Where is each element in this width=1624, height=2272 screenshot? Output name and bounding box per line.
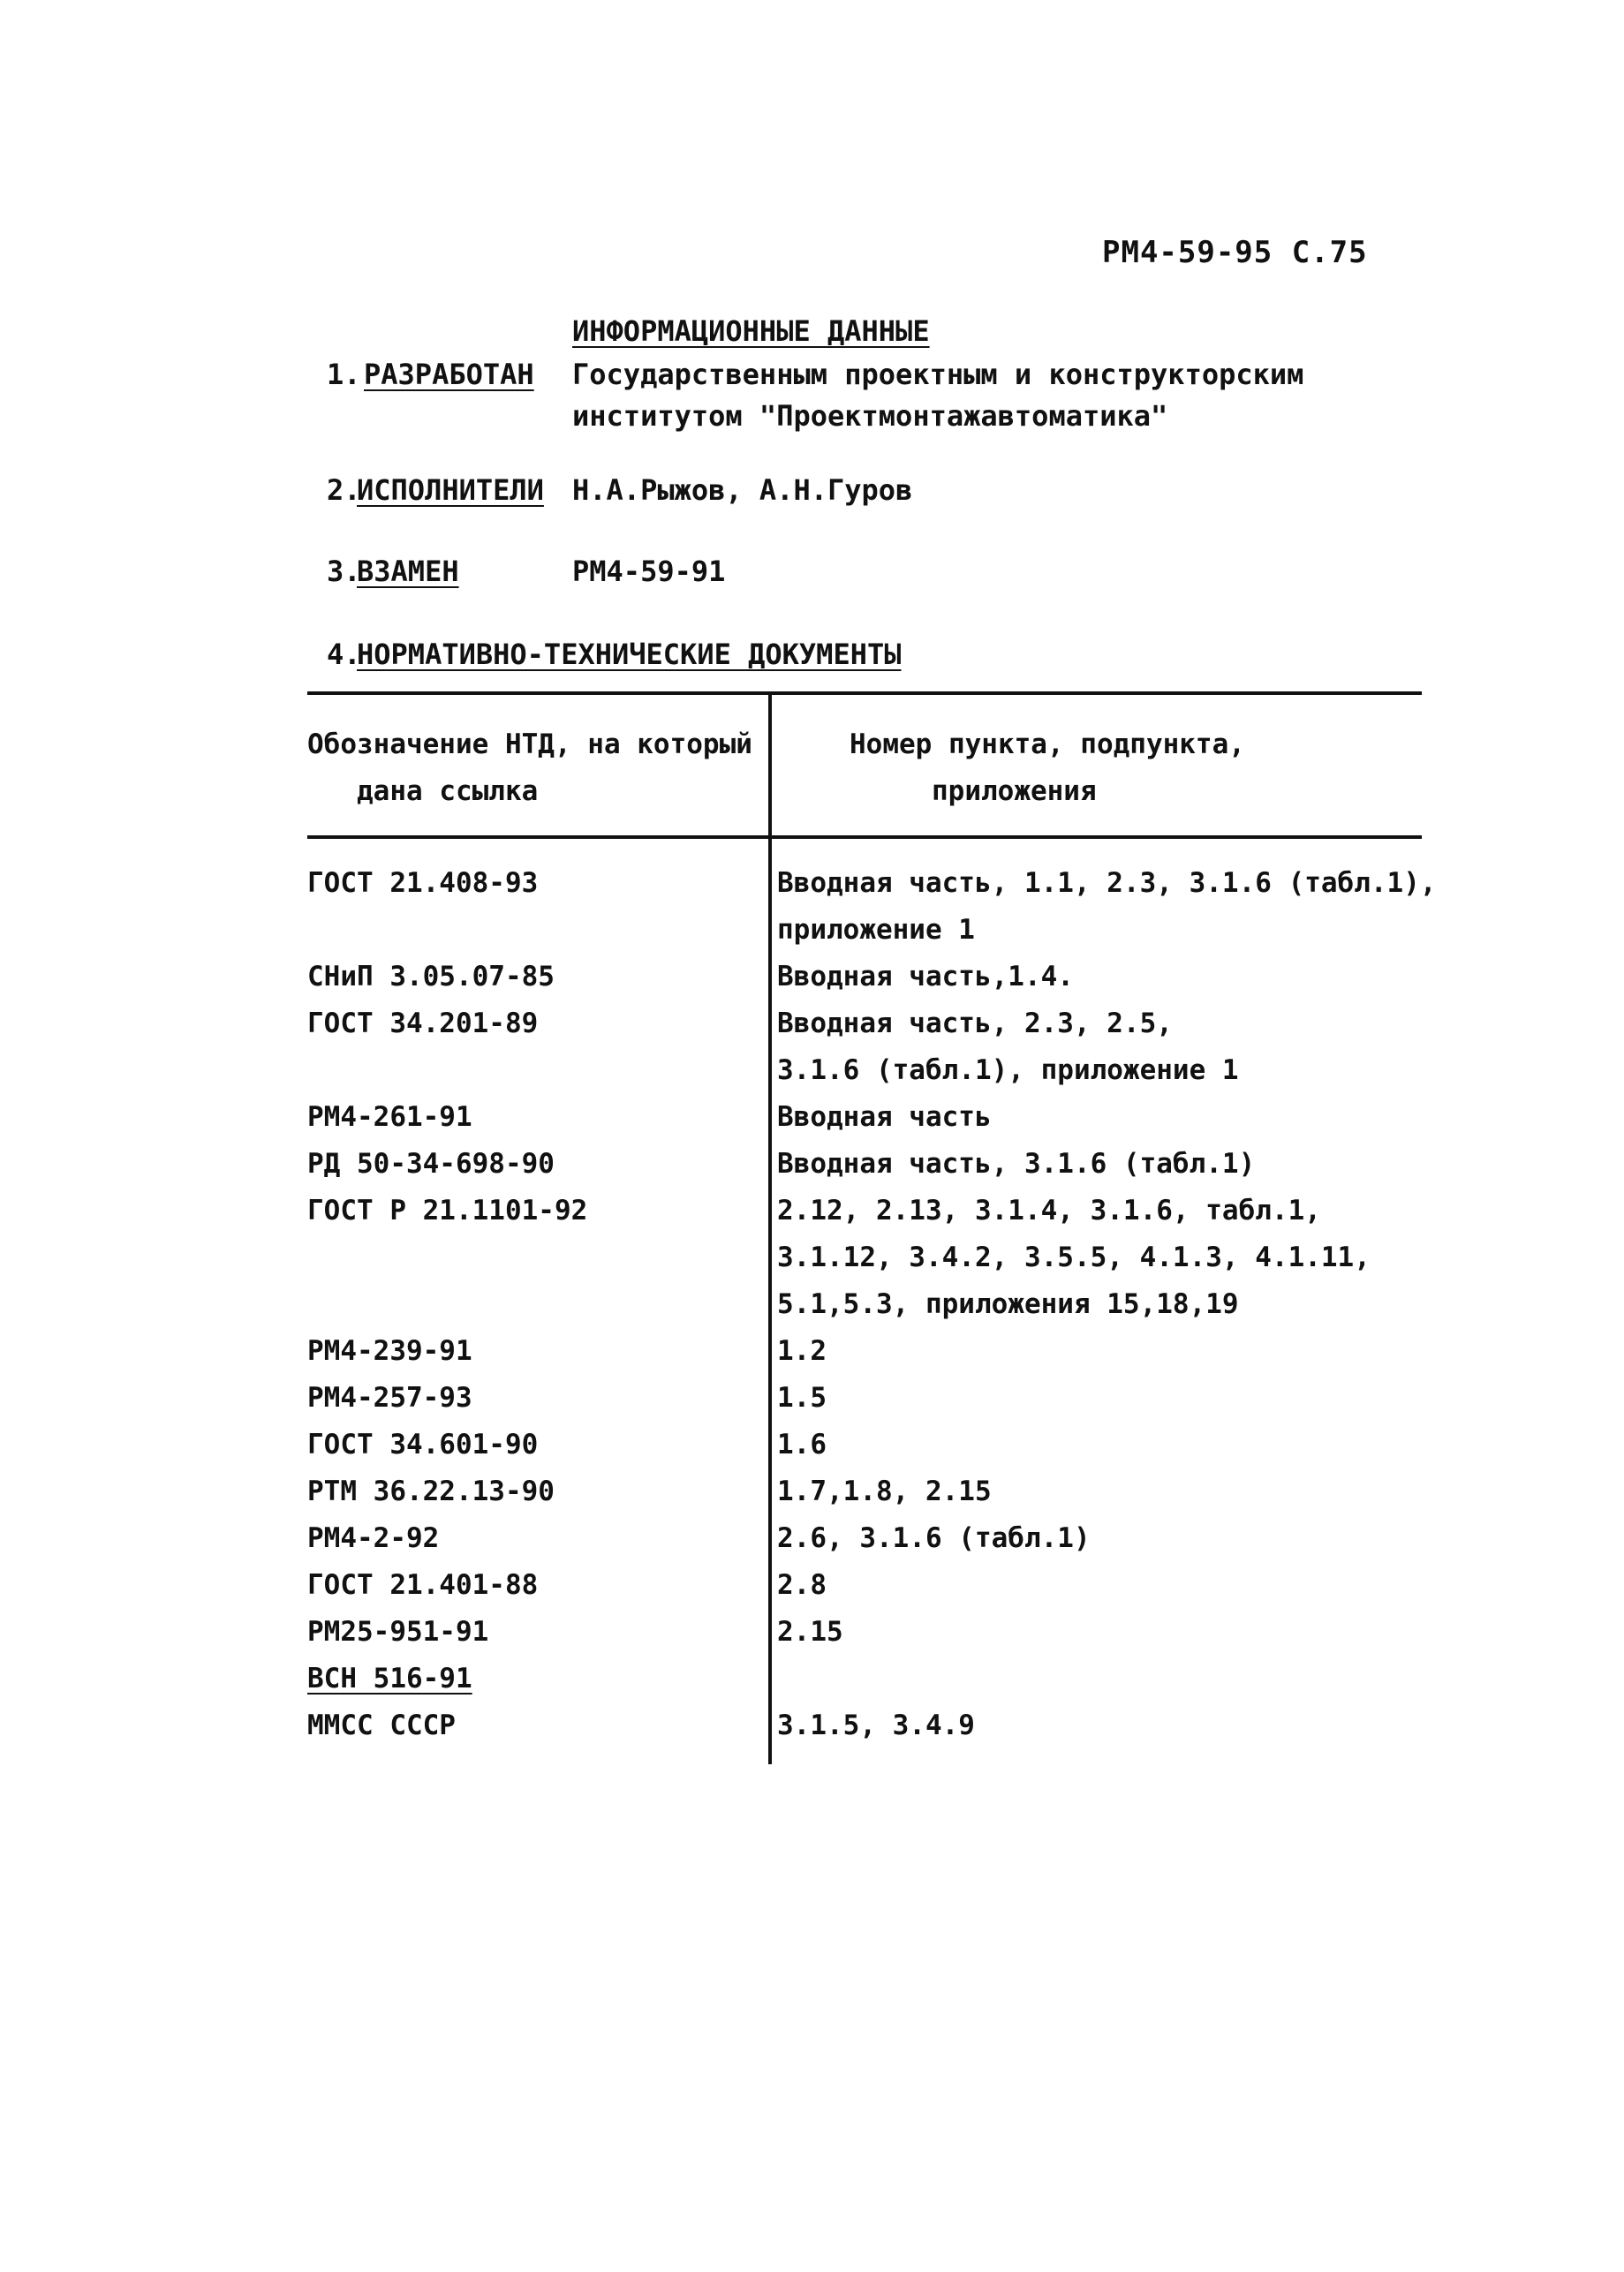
col2-header: Номер пункта, подпункта, — [850, 728, 1245, 760]
table-column-divider — [768, 691, 772, 1764]
doc-designation: РМ4-261-91 — [307, 1101, 472, 1133]
reference-clause: 1.7,1.8, 2.15 — [777, 1476, 992, 1507]
doc-designation: ГОСТ 34.601-90 — [307, 1429, 539, 1461]
doc-designation: ГОСТ 21.408-93 — [307, 867, 539, 899]
reference-clause: 2.8 — [777, 1569, 827, 1601]
doc-designation: СНиП 3.05.07-85 — [307, 961, 555, 993]
col1-header: дана ссылка — [357, 775, 539, 807]
reference-clause: 2.6, 3.1.6 (табл.1) — [777, 1522, 1091, 1554]
section-label: РАЗРАБОТАН — [364, 358, 534, 391]
section-label: НОРМАТИВНО-ТЕХНИЧЕСКИЕ ДОКУМЕНТЫ — [357, 638, 902, 671]
page-header: РМ4-59-95 С.75 — [1102, 235, 1368, 270]
col1-header: Обозначение НТД, на который — [307, 728, 752, 760]
doc-designation: ГОСТ 21.401-88 — [307, 1569, 539, 1601]
reference-clause: 1.6 — [777, 1429, 827, 1461]
doc-designation: РТМ 36.22.13-90 — [307, 1476, 555, 1507]
doc-designation: РД 50-34-698-90 — [307, 1148, 555, 1180]
table-top-rule — [307, 691, 1422, 695]
reference-clause: 2.15 — [777, 1616, 843, 1648]
section-value: институтом "Проектмонтажавтоматика" — [572, 399, 1168, 433]
reference-clause: Вводная часть, 1.1, 2.3, 3.1.6 (табл.1), — [777, 867, 1437, 899]
reference-clause: приложение 1 — [777, 914, 975, 946]
doc-designation: РМ4-2-92 — [307, 1522, 440, 1554]
reference-clause: Вводная часть, 2.3, 2.5, — [777, 1008, 1173, 1039]
section-number: 3. — [327, 555, 361, 588]
doc-designation: ВСН 516-91 — [307, 1663, 472, 1695]
doc-designation: ГОСТ 34.201-89 — [307, 1008, 539, 1039]
doc-designation: ММСС СССР — [307, 1710, 456, 1741]
section-number: 2. — [327, 473, 361, 507]
reference-clause: Вводная часть,1.4. — [777, 961, 1074, 993]
reference-clause: 5.1,5.3, приложения 15,18,19 — [777, 1288, 1239, 1320]
doc-designation: РМ4-257-93 — [307, 1382, 472, 1414]
reference-clause: Вводная часть, 3.1.6 (табл.1) — [777, 1148, 1256, 1180]
section-number: 1. — [327, 358, 361, 391]
reference-clause: Вводная часть — [777, 1101, 992, 1133]
doc-designation: РМ4-239-91 — [307, 1335, 472, 1367]
section-label: ИСПОЛНИТЕЛИ — [357, 473, 544, 507]
section-value: Государственным проектным и конструкторским — [572, 358, 1304, 391]
info-title: ИНФОРМАЦИОННЫЕ ДАННЫЕ — [572, 314, 930, 348]
section-value: Н.А.Рыжов, А.Н.Гуров — [572, 473, 913, 507]
section-number: 4. — [327, 638, 361, 671]
reference-clause: 3.1.5, 3.4.9 — [777, 1710, 975, 1741]
reference-clause: 1.2 — [777, 1335, 827, 1367]
reference-clause: 1.5 — [777, 1382, 827, 1414]
doc-designation: РМ25-951-91 — [307, 1616, 489, 1648]
reference-clause: 3.1.6 (табл.1), приложение 1 — [777, 1054, 1239, 1086]
section-value: РМ4-59-91 — [572, 555, 726, 588]
col2-header: приложения — [932, 775, 1097, 807]
table-header-rule — [307, 835, 1422, 839]
reference-clause: 3.1.12, 3.4.2, 3.5.5, 4.1.3, 4.1.11, — [777, 1242, 1371, 1273]
reference-clause: 2.12, 2.13, 3.1.4, 3.1.6, табл.1, — [777, 1195, 1321, 1227]
section-label: ВЗАМЕН — [357, 555, 459, 588]
doc-designation: ГОСТ Р 21.1101-92 — [307, 1195, 588, 1227]
